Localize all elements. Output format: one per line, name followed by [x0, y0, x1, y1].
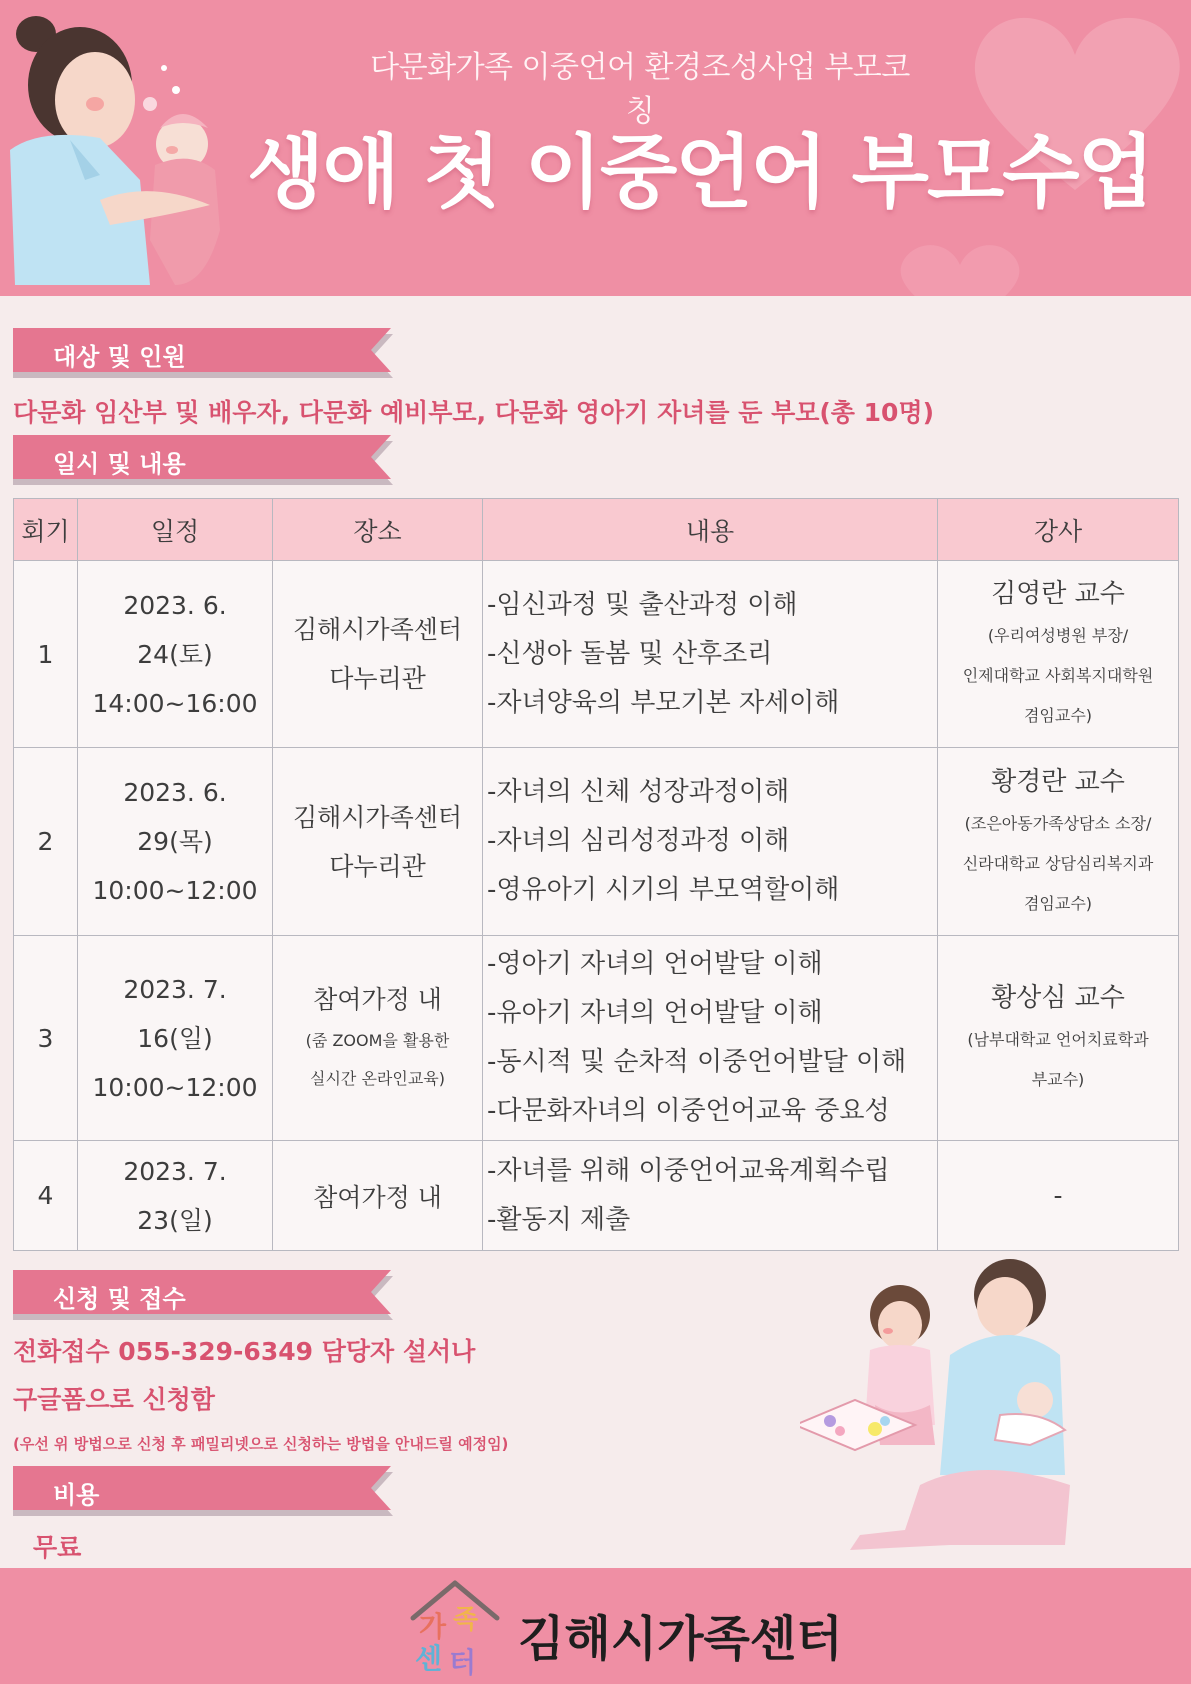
session-number: 2: [14, 748, 78, 936]
date-line: 2023. 6.: [123, 778, 227, 807]
session-number: 4: [14, 1141, 78, 1251]
organization-name: 김해시가족센터: [518, 1611, 843, 1667]
content-item: -영아기 자녀의 언어발달 이해: [487, 949, 823, 979]
date-line: 24(토): [137, 639, 213, 669]
table-header-row: [14, 499, 1179, 561]
mother-baby-illustration: [0, 0, 240, 290]
svg-text:센: 센: [415, 1642, 443, 1675]
svg-text:터: 터: [449, 1646, 477, 1678]
place-name: 김해시가족센터: [292, 615, 463, 644]
section-label-apply: [13, 1270, 393, 1320]
place-detail: 다누리관: [329, 664, 426, 693]
content-item: -자녀양육의 부모기본 자세이해: [487, 687, 840, 718]
family-center-logo: [405, 1578, 505, 1678]
lecturer-affiliation: 신라대학교 상담심리복지과: [962, 853, 1154, 873]
session-place: [273, 936, 483, 1141]
section-label-cost: [13, 1466, 393, 1516]
date-line: 29(목): [137, 827, 213, 856]
session-content: [483, 1141, 938, 1251]
session-lecturer: [938, 936, 1179, 1141]
session-place: [273, 561, 483, 748]
apply-note: (우선 위 방법으로 신청 후 패밀리넷으로 신청하는 방법을 안내드릴 예정임): [13, 1435, 509, 1453]
lecturer-affiliation: 겸임교수): [1023, 706, 1093, 725]
place-name: 김해시가족센터: [292, 802, 463, 832]
schedule-table: [13, 498, 1179, 1251]
section-label-text: 신청 및 접수: [53, 1285, 186, 1313]
date-line: 2023. 7.: [123, 974, 227, 1004]
cost-value: 무료: [33, 1533, 82, 1562]
time-line: 14:00~16:00: [92, 688, 258, 718]
place-detail: 다누리관: [329, 851, 426, 881]
session-date: [78, 936, 273, 1141]
content-item: -영유아기 시기의 부모역할이해: [487, 875, 840, 905]
header-title: 생애 첫 이중언어 부모수업: [247, 126, 1153, 219]
content-item: -다문화자녀의 이중언어교육 중요성: [487, 1096, 890, 1126]
heart-decoration-small: [890, 240, 1030, 296]
content-item: -자녀의 신체 성장과정이해: [487, 777, 790, 807]
table-row: [14, 748, 1179, 936]
session-content: [483, 748, 938, 936]
session-lecturer: [938, 748, 1179, 936]
lecturer-affiliation: (조은아동가족상담소 소장/: [964, 813, 1152, 833]
column-header-place: 장소: [273, 499, 483, 561]
date-line: 2023. 6.: [123, 590, 227, 620]
session-date: [78, 1141, 273, 1251]
content-item: -임신과정 및 출산과정 이해: [487, 589, 798, 620]
section-label-target: [13, 328, 393, 378]
place-name: 참여가정 내: [313, 985, 442, 1014]
session-place: [273, 748, 483, 936]
time-line: 10:00~12:00: [92, 1072, 258, 1102]
family-reading-illustration: [800, 1245, 1100, 1570]
session-date: [78, 748, 273, 936]
content-item: -자녀의 심리성정과정 이해: [487, 826, 790, 856]
session-lecturer: [938, 561, 1179, 748]
lecturer-name: 김영란 교수: [991, 579, 1125, 609]
session-date: [78, 561, 273, 748]
date-line: 16(일): [137, 1023, 213, 1053]
lecturer-name: 황경란 교수: [991, 766, 1125, 797]
section-label-text: 대상 및 인원: [53, 343, 186, 371]
footer-banner: [0, 1568, 1191, 1684]
place-note: (줌 ZOOM을 활용한: [305, 1031, 450, 1050]
section-label-schedule: [13, 435, 393, 485]
lecturer-affiliation: 인제대학교 사회복지대학원: [962, 666, 1154, 685]
section-label-text: 일시 및 내용: [53, 450, 186, 478]
column-header-session: 회기: [14, 499, 78, 561]
session-content: [483, 561, 938, 748]
lecturer-affiliation: 부교수): [1031, 1070, 1085, 1089]
header-banner: [0, 0, 1191, 296]
session-number: 1: [14, 561, 78, 748]
table-row: [14, 561, 1179, 748]
content-item: -동시적 및 순차적 이중언어발달 이해: [487, 1047, 907, 1077]
lecturer-affiliation: (남부대학교 언어치료학과: [967, 1030, 1149, 1049]
lecturer-name: 황상심 교수: [991, 983, 1125, 1013]
lecturer-affiliation: 겸임교수): [1023, 893, 1093, 913]
apply-google-form: 구글폼으로 신청함: [13, 1385, 215, 1414]
date-line: 23(일): [137, 1205, 213, 1235]
svg-text:족: 족: [453, 1605, 479, 1635]
content-item: -신생아 돌봄 및 산후조리: [487, 638, 773, 669]
content-item: -유아기 자녀의 언어발달 이해: [487, 998, 823, 1028]
table-row: [14, 1141, 1179, 1251]
column-header-lecturer: 강사: [938, 499, 1179, 561]
column-header-content: 내용: [483, 499, 938, 561]
content-item: -활동지 제출: [487, 1204, 631, 1235]
apply-phone: 전화접수 055-329-6349 담당자 설서나: [13, 1337, 476, 1366]
lecturer-affiliation: (우리여성병원 부장/: [987, 626, 1129, 645]
content-item: -자녀를 위해 이중언어교육계획수립: [487, 1155, 890, 1186]
svg-text:가: 가: [419, 1610, 447, 1643]
date-line: 2023. 7.: [123, 1156, 227, 1186]
header-subtitle: 다문화가족 이중언어 환경조성사업 부모코칭: [370, 50, 910, 129]
table-row: [14, 936, 1179, 1141]
place-note: 실시간 온라인교육): [310, 1069, 445, 1088]
session-place: 참여가정 내: [273, 1141, 483, 1251]
session-lecturer: -: [938, 1141, 1179, 1251]
target-description: 다문화 임산부 및 배우자, 다문화 예비부모, 다문화 영아기 자녀를 둔 부모(총 10명): [13, 398, 935, 427]
column-header-date: 일정: [78, 499, 273, 561]
time-line: 10:00~12:00: [92, 876, 258, 905]
session-number: 3: [14, 936, 78, 1141]
section-label-text: 비용: [53, 1481, 100, 1509]
session-content: [483, 936, 938, 1141]
